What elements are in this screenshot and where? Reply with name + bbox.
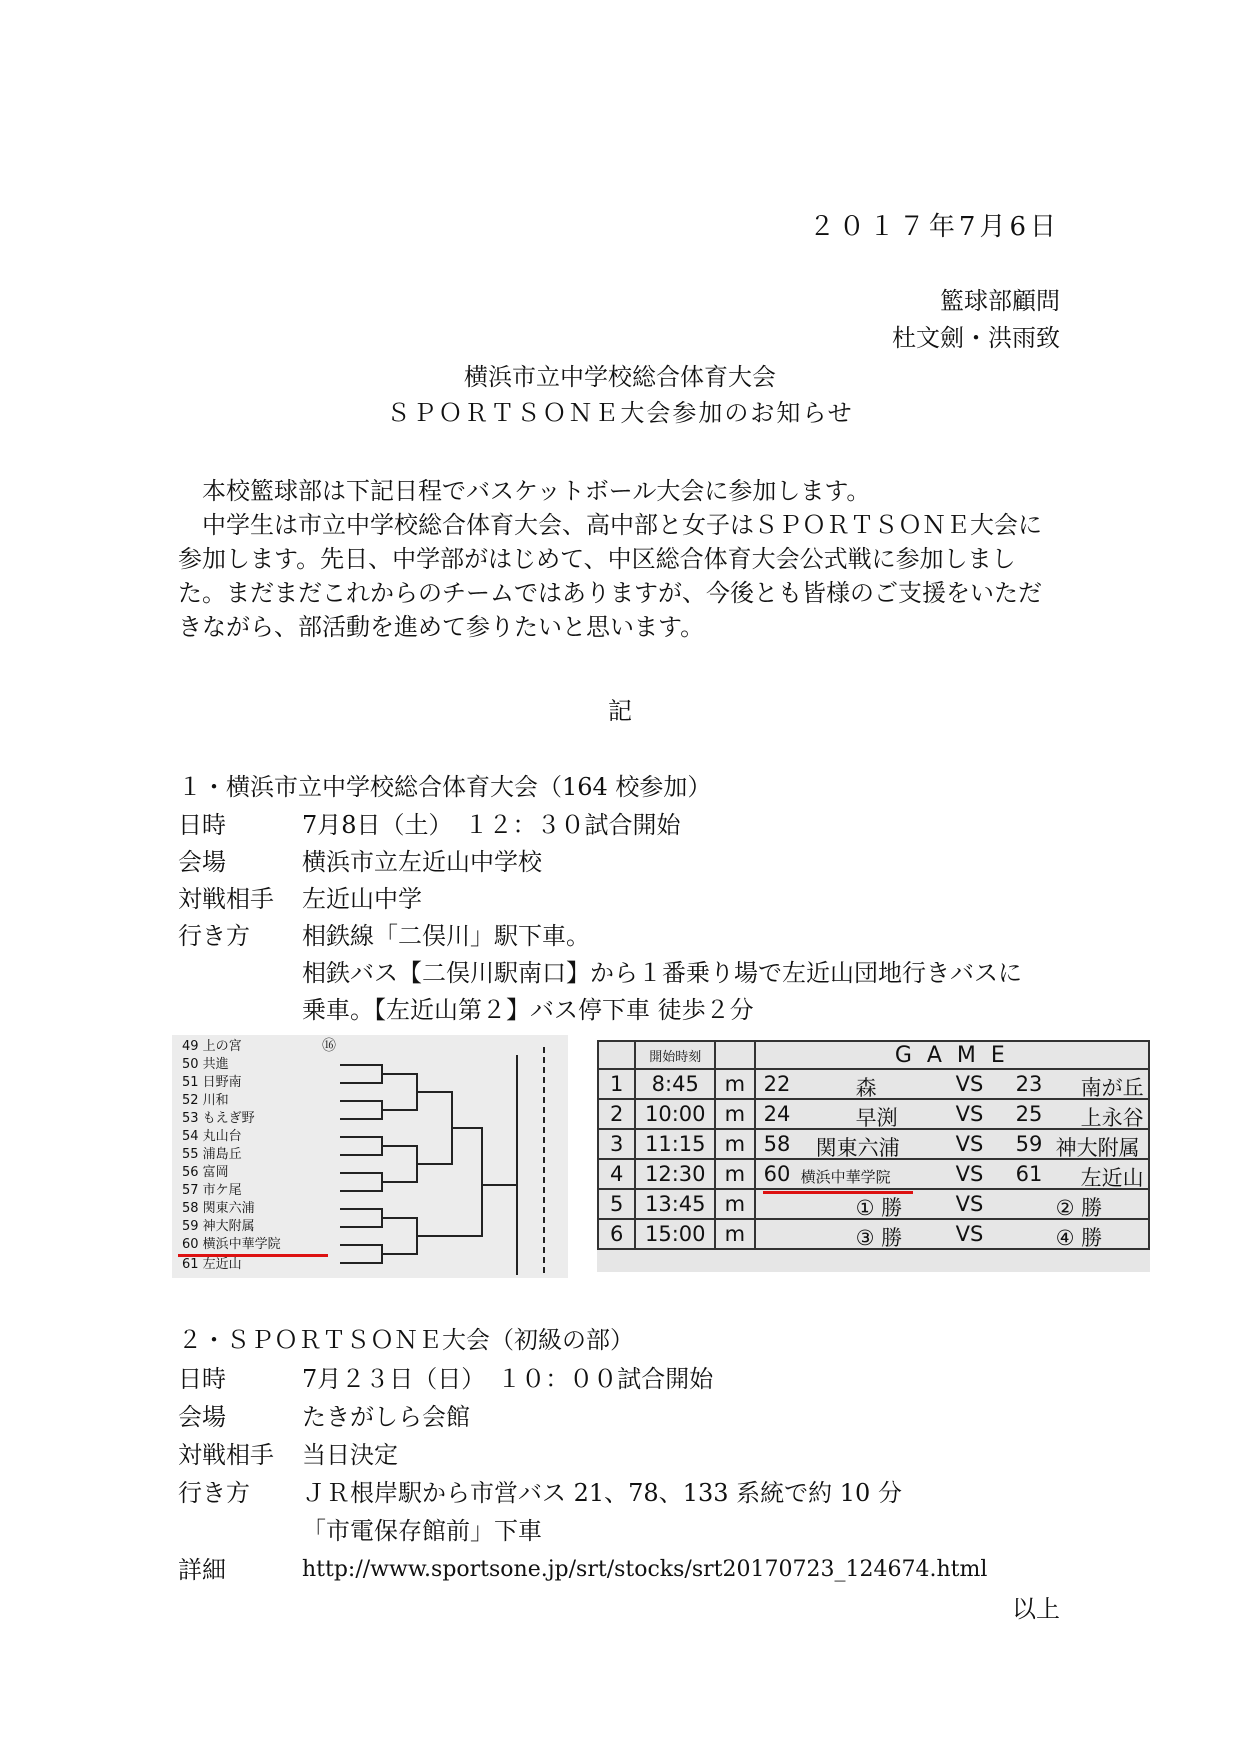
section1-opponent-value: 左近山中学 [302, 885, 422, 913]
closing-remark: 以上 [1012, 1595, 1060, 1623]
document-date: ２０１７年7月6日 [808, 212, 1060, 242]
game-table-start-header: 開始時刻 [635, 1041, 715, 1069]
game-time: 8:45 [635, 1069, 715, 1099]
highlight-underline [178, 1254, 328, 1257]
tournament-bracket [172, 1035, 568, 1278]
game-row [598, 1159, 1149, 1189]
bracket-team: 53 もえぎ野 [182, 1111, 255, 1126]
left-team-number: 24 [763, 1102, 791, 1126]
right-team-name: 神大附属 [1055, 1136, 1140, 1160]
section1-venue-label: 会場 [178, 848, 226, 876]
game-number: 2 [598, 1099, 635, 1129]
section1-directions-value: 相鉄線「二俣川」駅下車。 [302, 922, 590, 950]
bracket-team: 58 関東六浦 [182, 1201, 255, 1216]
bracket-seed-mark: ⑯ [322, 1038, 336, 1054]
section2-venue-value: たきがしら会館 [302, 1403, 470, 1431]
vs-label: VS [955, 1162, 984, 1186]
game-time: 10:00 [635, 1099, 715, 1129]
game-m: m [715, 1219, 755, 1249]
right-team-number: 59 [1015, 1132, 1043, 1156]
game-schedule-table [597, 1040, 1150, 1272]
game-table-game-header: G A M E [755, 1041, 1149, 1069]
vs-label: VS [955, 1192, 984, 1216]
bracket-team: 55 浦島丘 [182, 1147, 242, 1162]
game-row [598, 1099, 1149, 1129]
section2-venue-label: 会場 [178, 1403, 226, 1431]
right-team-name: 南が丘 [1080, 1076, 1144, 1100]
game-m: m [715, 1099, 755, 1129]
right-team-number: 61 [1015, 1162, 1043, 1186]
left-team-number: 60 [763, 1162, 791, 1186]
bracket-team: 61 左近山 [182, 1257, 242, 1272]
game-time: 12:30 [635, 1159, 715, 1189]
game-number: 4 [598, 1159, 635, 1189]
bracket-team-highlighted: 60 横浜中華学院 [182, 1237, 281, 1252]
section2-title: ２・ＳＰＯＲＴＳＯＮＥ大会（初級の部） [178, 1326, 634, 1354]
section1-date-value: 7月8日（土） １２：３０試合開始 [302, 811, 681, 839]
game-row [598, 1069, 1149, 1099]
section2-date-label: 日時 [178, 1365, 226, 1393]
right-team-number: 23 [1015, 1072, 1043, 1096]
left-team-name: 森 [855, 1076, 877, 1100]
section2-opponent-label: 対戦相手 [178, 1441, 274, 1469]
game-m: m [715, 1129, 755, 1159]
game-m: m [715, 1189, 755, 1219]
body-text [178, 474, 1058, 644]
highlight-underline [763, 1191, 913, 1194]
body-paragraph: 中学生は市立中学校総合体育大会、高中部と女子はＳＰＯＲＴＳＯＮＥ大会に参加します。先日、中学部がはじめて、中区総合体育大会公式戦に参加しました。まだまだこれからのチームではありますが、今後とも皆様のご支援をいただきながら、部活動を進めて参りたいと思います。 [178, 511, 1042, 641]
vs-label: VS [955, 1072, 984, 1096]
right-team-name: 上永谷 [1080, 1106, 1144, 1130]
document-title: 横浜市立中学校総合体育大会 [464, 363, 776, 391]
section1-directions-line2: 相鉄バス【二俣川駅南口】から１番乗り場で左近山団地行きバスに [302, 959, 1022, 987]
bracket-team: 50 共進 [182, 1057, 229, 1072]
section1-date-label: 日時 [178, 811, 226, 839]
section1-opponent-label: 対戦相手 [178, 885, 274, 913]
left-team-name: 関東六浦 [815, 1136, 900, 1160]
bracket-team: 57 市ケ尾 [182, 1183, 242, 1198]
section1-title: １・横浜市立中学校総合体育大会（164 校参加） [178, 773, 712, 801]
game-m: m [715, 1159, 755, 1189]
bracket-team: 54 丸山台 [182, 1129, 242, 1144]
vs-label: VS [955, 1132, 984, 1156]
left-team-name-highlighted: 横浜中華学院 [800, 1168, 891, 1186]
game-number: 6 [598, 1219, 635, 1249]
section2-date-value: 7月２３日（日） １０：００試合開始 [302, 1365, 714, 1393]
document-subtitle: ＳＰＯＲＴＳＯＮＥ大会参加のお知らせ [386, 399, 854, 427]
section2-details-link[interactable]: http://www.sportsone.jp/srt/stocks/srt20170723_124674.html [302, 1557, 988, 1582]
body-paragraph: 本校籃球部は下記日程でバスケットボール大会に参加します。 [178, 477, 871, 505]
right-team-name: ② 勝 [1055, 1196, 1103, 1220]
left-team-number: 22 [763, 1072, 791, 1096]
right-team-name: 左近山 [1080, 1166, 1144, 1190]
vs-label: VS [955, 1222, 984, 1246]
game-number: 1 [598, 1069, 635, 1099]
left-team-name: 早渕 [855, 1106, 898, 1130]
author-names: 杜文劍・洪雨致 [892, 324, 1060, 352]
bracket-team: 49 上の宮 [182, 1039, 242, 1054]
game-row [598, 1129, 1149, 1159]
section2-directions-label: 行き方 [178, 1479, 250, 1507]
right-team-name: ④ 勝 [1055, 1226, 1103, 1250]
game-time: 13:45 [635, 1189, 715, 1219]
left-team-number: 58 [763, 1132, 791, 1156]
section1-directions-label: 行き方 [178, 922, 250, 950]
bracket-team: 51 日野南 [182, 1075, 242, 1090]
left-team-name: ① 勝 [855, 1196, 903, 1220]
section2-directions-line2: 「市電保存館前」下車 [302, 1517, 542, 1545]
game-row [598, 1219, 1149, 1249]
right-team-number: 25 [1015, 1102, 1043, 1126]
vs-label: VS [955, 1102, 984, 1126]
ki-heading: 記 [608, 697, 632, 725]
bracket-team: 56 富岡 [182, 1165, 229, 1180]
bracket-team: 52 川和 [182, 1093, 229, 1108]
game-number: 5 [598, 1189, 635, 1219]
game-number: 3 [598, 1129, 635, 1159]
game-time: 15:00 [635, 1219, 715, 1249]
author-department: 籃球部顧問 [940, 287, 1060, 315]
bracket-team: 59 神大附属 [182, 1219, 255, 1234]
section1-directions-line3: 乗車。【左近山第２】バス停下車 徒歩２分 [302, 996, 754, 1024]
game-m: m [715, 1069, 755, 1099]
section1-venue-value: 横浜市立左近山中学校 [302, 848, 542, 876]
game-time: 11:15 [635, 1129, 715, 1159]
left-team-name: ③ 勝 [855, 1226, 903, 1250]
section2-details-label: 詳細 [178, 1556, 226, 1584]
section2-opponent-value: 当日決定 [302, 1441, 398, 1469]
section2-directions-value: ＪＲ根岸駅から市営バス 21、78、133 系統で約 10 分 [302, 1479, 902, 1507]
